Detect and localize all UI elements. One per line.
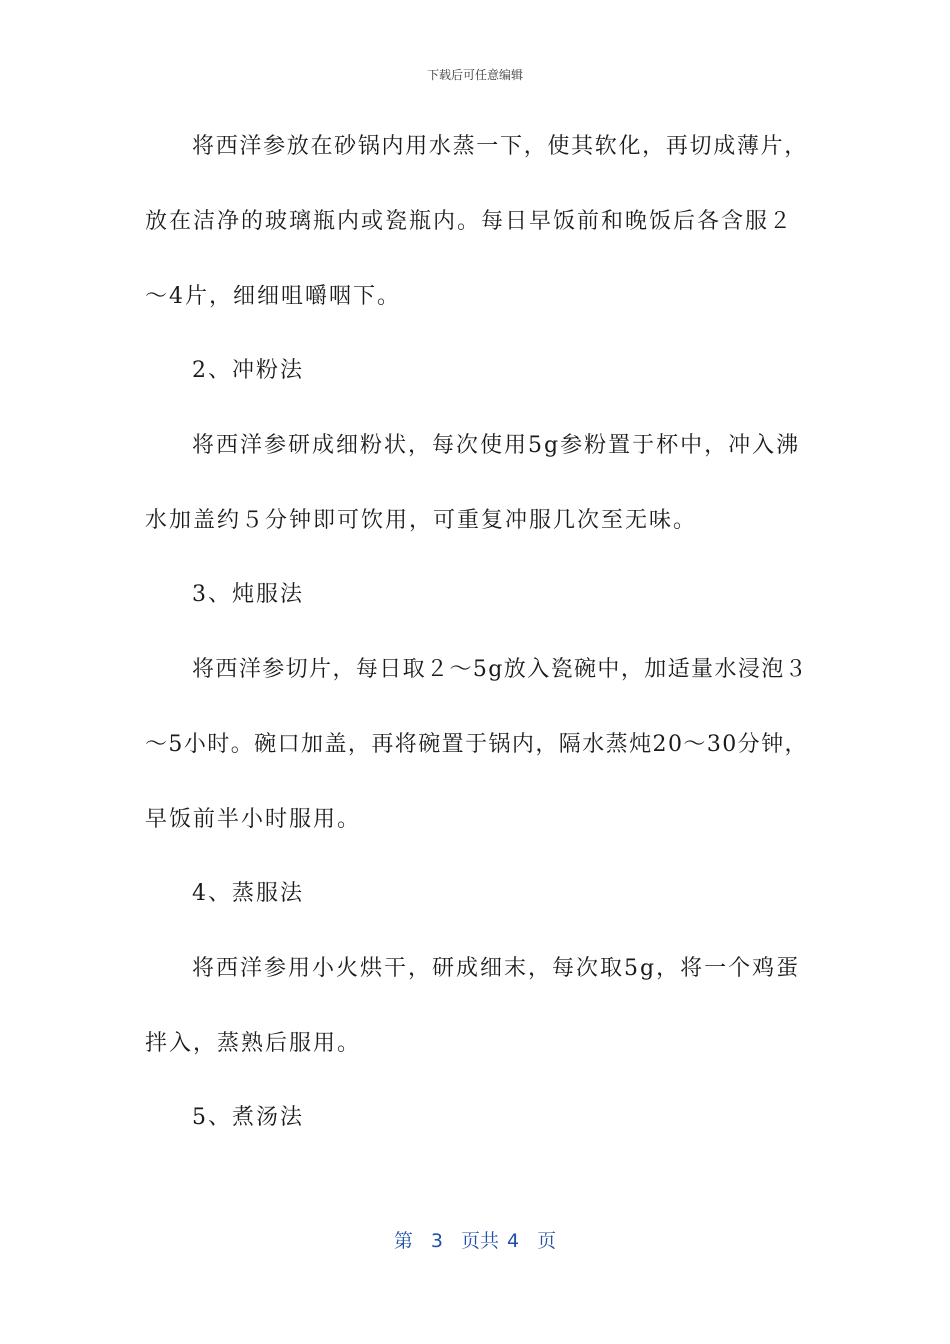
paragraph-line: 早饭前半小时服用。 xyxy=(145,807,362,832)
header-note: 下载后可任意编辑 xyxy=(426,68,523,82)
footer-prefix: 第 xyxy=(393,1230,413,1252)
paragraph-line: 将西洋参切片，每日取２～5g放入瓷碗中，加适量水浸泡３ xyxy=(192,657,809,682)
section-heading: 5、煮汤法 xyxy=(192,1105,304,1130)
total-page-number: 4 xyxy=(507,1230,520,1252)
section-heading: 4、蒸服法 xyxy=(192,881,304,906)
paragraph-line: 将西洋参研成细粉状，每次使用5g参粉置于杯中，冲入沸 xyxy=(192,433,801,458)
section-heading: 3、炖服法 xyxy=(192,582,304,607)
paragraph-line: ～4片，细细咀嚼咽下。 xyxy=(145,284,401,309)
page-footer xyxy=(0,1226,950,1253)
paragraph-line: 拌入，蒸熟后服用。 xyxy=(145,1031,362,1056)
paragraph-line: 放在洁净的玻璃瓶内或瓷瓶内。每日早饭前和晚饭后各含服２ xyxy=(145,209,794,234)
paragraph-line: 将西洋参用小火烘干，研成细末，每次取5g，将一个鸡蛋 xyxy=(192,956,801,981)
footer-middle: 页共 xyxy=(460,1230,499,1252)
current-page-number: 3 xyxy=(430,1230,443,1252)
paragraph-line: 将西洋参放在砂锅内用水蒸一下，使其软化，再切成薄片， xyxy=(192,134,809,159)
section-heading: 2、冲粉法 xyxy=(192,358,304,383)
footer-suffix: 页 xyxy=(537,1230,557,1252)
paragraph-line: 水加盖约５分钟即可饮用，可重复冲服几次至无味。 xyxy=(145,508,698,533)
paragraph-line: ～5小时。碗口加盖，再将碗置于锅内，隔水蒸炖20～30分钟， xyxy=(145,732,808,757)
